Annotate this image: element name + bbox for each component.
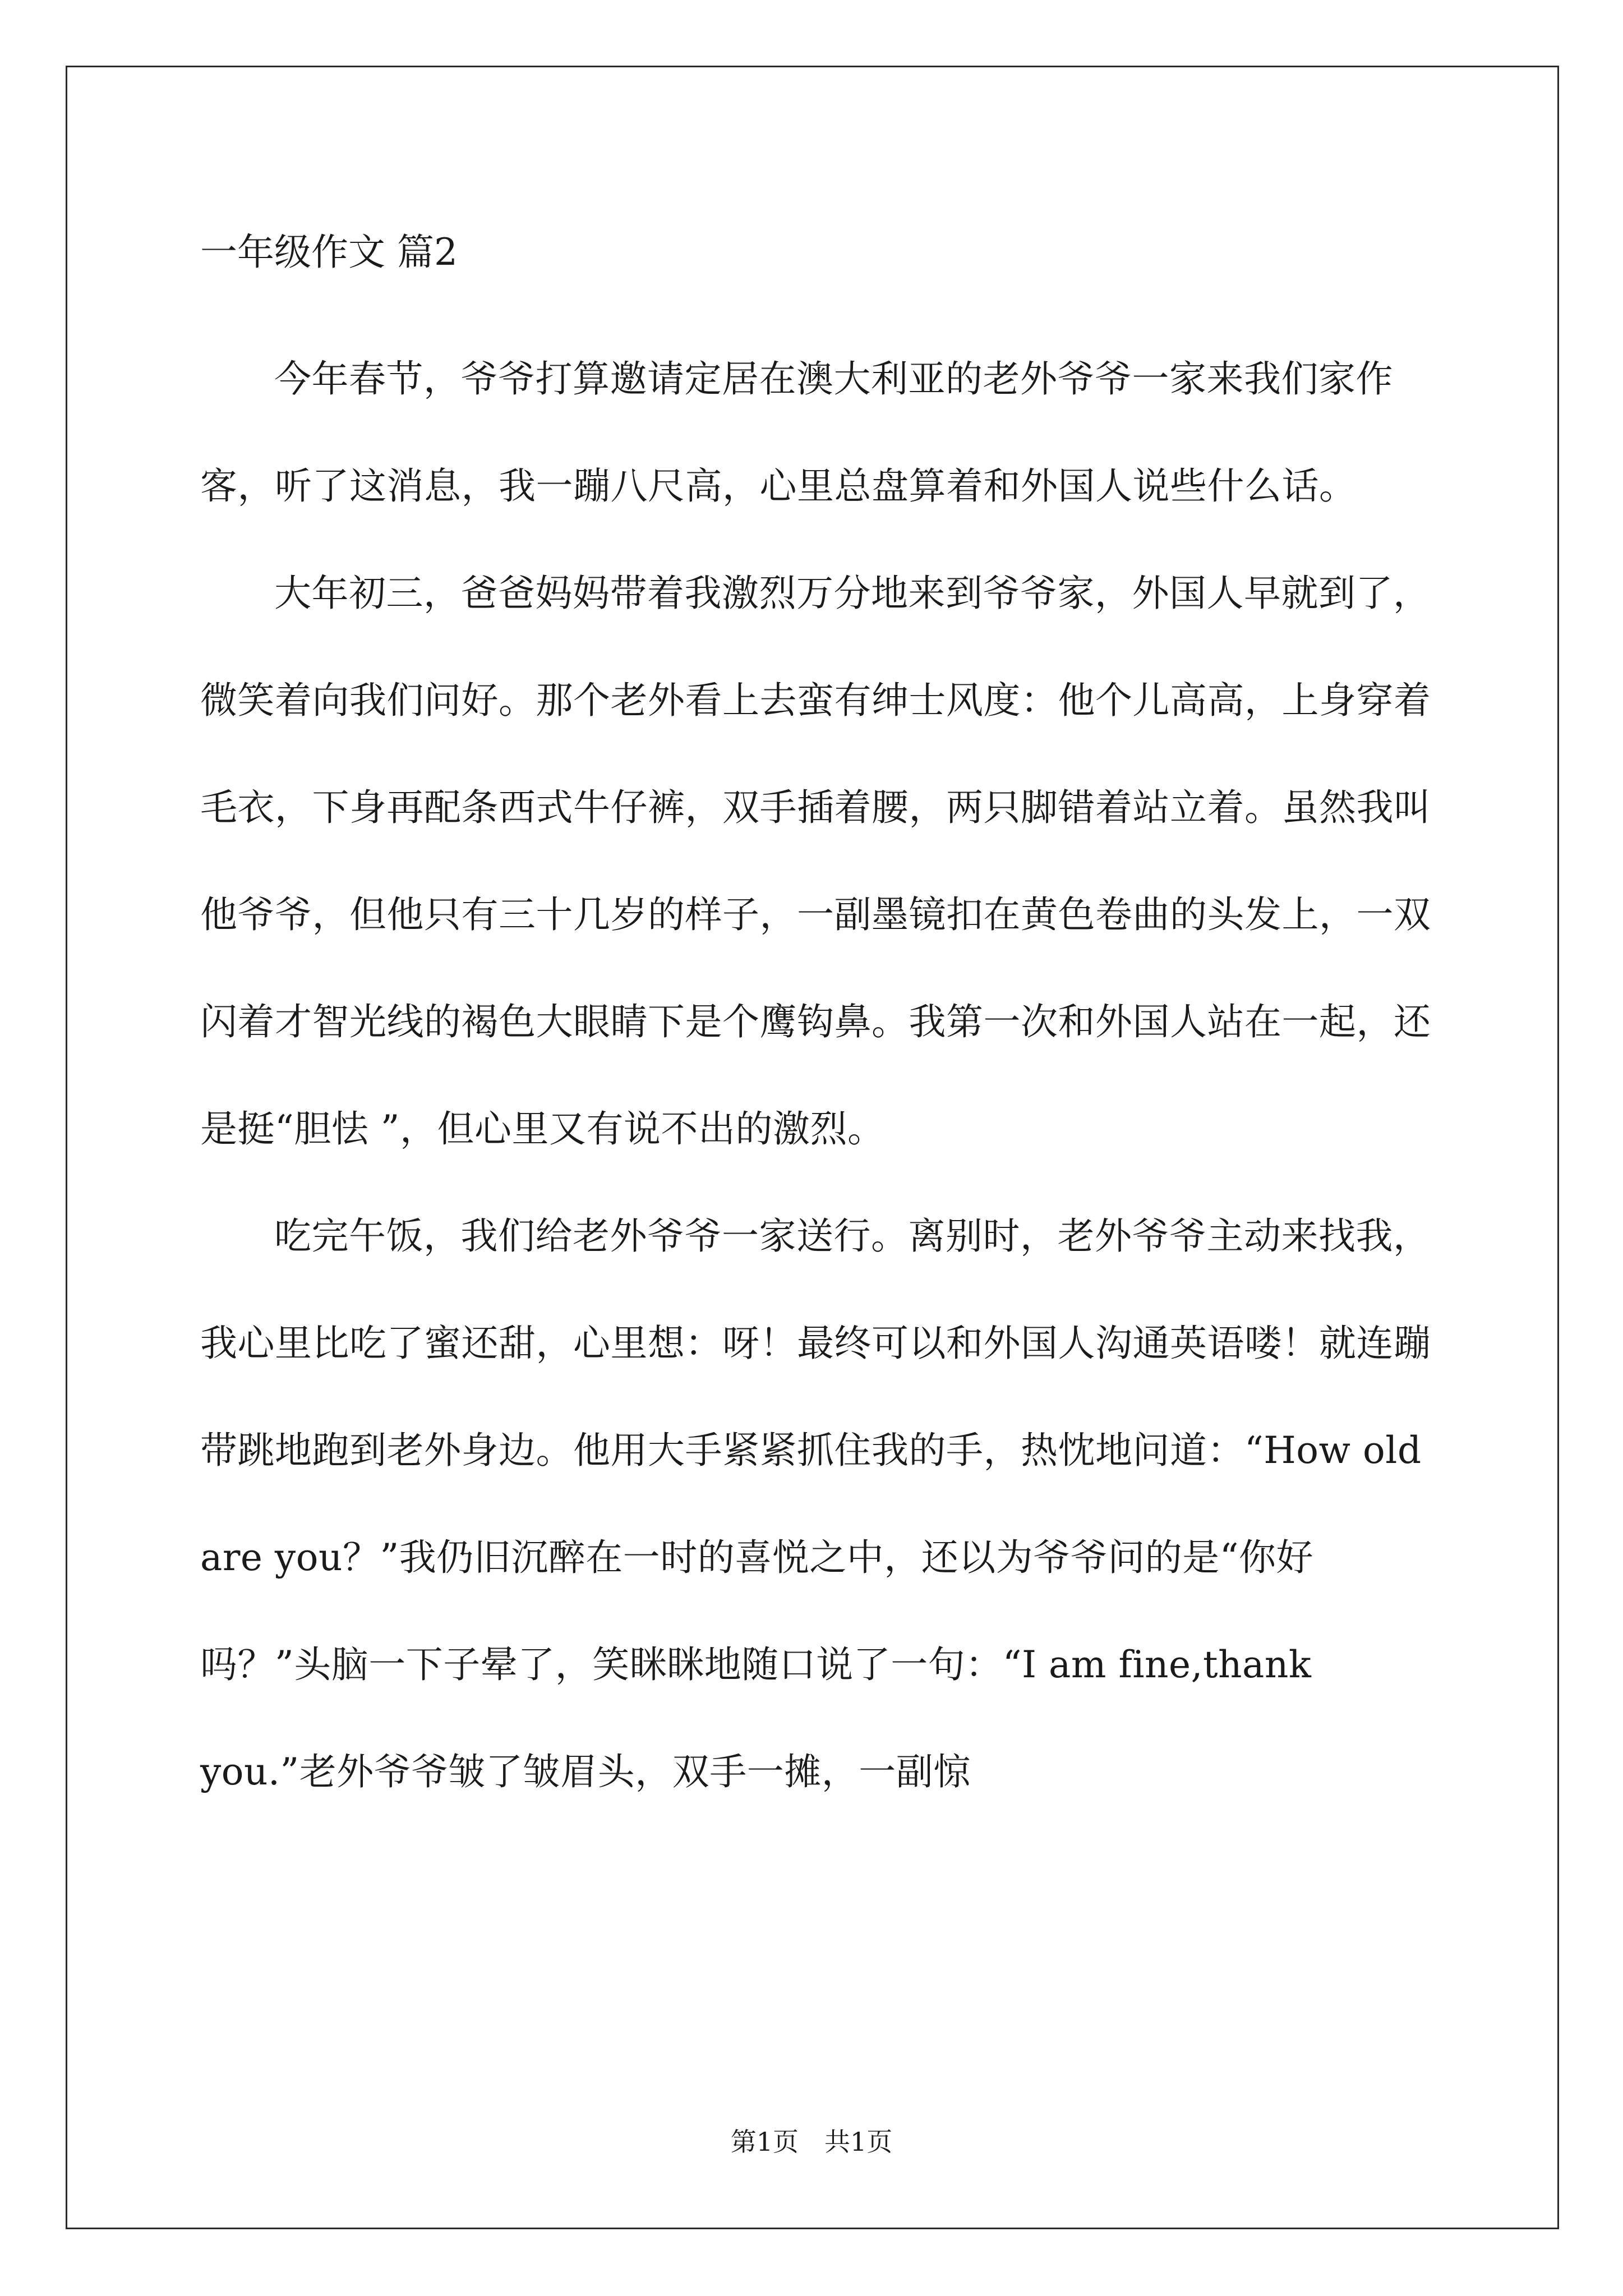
page-footer: 第1页 共1页 bbox=[730, 2127, 893, 2157]
paragraph-2: 大年初三，爸爸妈妈带着我激烈万分地来到爷爷家，外国人早就到了，微笑着向我们问好。那个老外看上去蛮有绅士风度：他个儿高高，上身穿着毛衣，下身再配条西式牛仔裤，双手插着腰，两只脚错着站立着。虽然我叫他爷爷，但他只有三十几岁的样子，一副墨镜扣在黄色卷曲的头发上，一双闪着才智光线的褐色大眼睛下是个鹰钩鼻。我第一次和外国人站在一起，还是挺“胆怯 ”，但心里又有说不出的激烈。 bbox=[200, 572, 1431, 1151]
paragraph-1: 今年春节，爷爷打算邀请定居在澳大利亚的老外爷爷一家来我们家作客，听了这消息，我一蹦八尺高，心里总盘算着和外国人说些什么话。 bbox=[200, 357, 1393, 508]
document-body bbox=[200, 224, 1434, 1825]
document-heading: 一年级作文 篇2 bbox=[200, 231, 458, 274]
paragraph-3: 吃完午饭，我们给老外爷爷一家送行。离别时，老外爷爷主动来找我，我心里比吃了蜜还甜，心里想：呀！最终可以和外国人沟通英语喽！就连蹦带跳地跑到老外身边。他用大手紧紧抓住我的手，热忱地问道：“How old are you？”我仍旧沉醉在一时的喜悦之中，还以为爷爷问的是“你好吗？”头脑一下子晕了，笑眯眯地随口说了一句：“I am fine,thank you.”老外爷爷皱了皱眉头，双手一摊，一副惊 bbox=[200, 1214, 1431, 1793]
